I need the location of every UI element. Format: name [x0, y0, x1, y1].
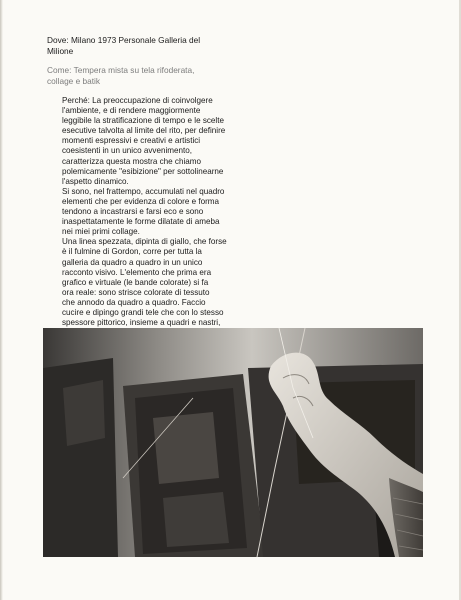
text-line: nei miei primi collage.	[62, 227, 140, 237]
text-line: momenti espressivi e creativi e artistici	[62, 136, 201, 146]
text-line: polemicamente "esibizione" per sottolinearne	[62, 166, 224, 176]
text-line: racconto visivo. L'elemento che prima era	[62, 267, 212, 277]
text-line: l'aspetto dinamico.	[62, 176, 129, 186]
come-line-2: collage e batik	[47, 75, 101, 86]
text-line: galleria da quadro a quadro in un unico	[62, 257, 203, 267]
photograph	[43, 328, 423, 557]
dove-line-1: Dove: Milano 1973 Personale Galleria del	[47, 35, 201, 45]
photo-artwork-hands	[43, 328, 423, 557]
text-line: spessore pittorico, insieme a quadri e nastri,	[62, 318, 221, 328]
text-line: Perché: La preoccupazione di coinvolgere	[62, 96, 213, 105]
perche-paragraph	[62, 96, 302, 348]
text-line: coesistenti in un unico avvenimento,	[62, 146, 193, 156]
text-line: tendono a incastrarsi e farsi eco e sono	[62, 207, 204, 217]
text-line: inaspettatamente le forme dilatate di ameba	[62, 217, 220, 227]
text-line: è il fulmine di Gordon, corre per tutta la	[62, 247, 202, 257]
dove-line	[47, 35, 277, 56]
text-line: grafico e virtuale (le bande colorate) si fa	[62, 277, 209, 287]
come-line	[47, 65, 277, 86]
dove-line-2: Milione	[47, 45, 74, 56]
text-line: elementi che per evidenza di colore e forma	[62, 196, 220, 206]
text-line: Si sono, nel frattempo, accumulati nel quadro	[62, 186, 225, 196]
text-line: leggibile la stratificazione di tempo e le scelte	[62, 116, 224, 126]
text-line: Una linea spezzata, dipinta di giallo, che forse	[62, 237, 227, 247]
text-line: ora reale: sono strisce colorate di tessuto	[62, 287, 210, 297]
text-line: l'ambiente, e di rendere maggiormente	[62, 106, 201, 116]
text-line: cucire e dipingo grandi tele che con lo stesso	[62, 307, 224, 317]
come-line-1: Come: Tempera mista su tela rifoderata,	[47, 65, 195, 75]
text-line: caratterizza questa mostra che chiamo	[62, 156, 202, 166]
text-line: esecutive talvolta al limite del rito, per definire	[62, 126, 226, 136]
text-line: che annodo da quadro a quadro. Faccio	[62, 297, 206, 307]
